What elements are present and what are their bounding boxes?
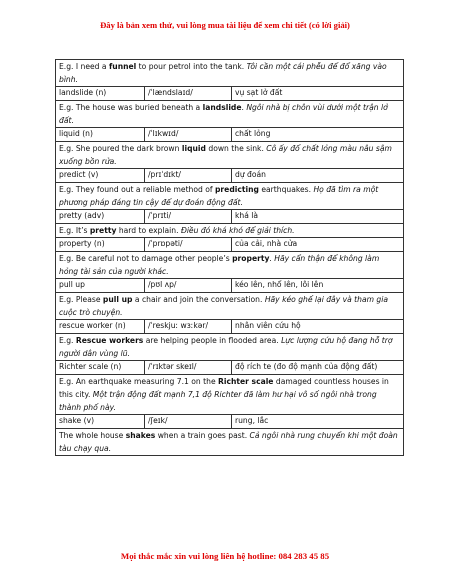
vocabulary-table [55,59,404,456]
pronunciation: /prɪˈdɪkt/ [145,169,232,183]
example-sentence [56,374,404,415]
vietnamese-translation: Tôi cần một cái phễu để đổ xăng vào bình. [59,62,387,85]
example-text: earthquakes. [258,185,314,194]
example-text: E.g. [59,335,76,345]
example-sentence [56,142,404,169]
example-sentence [56,183,404,210]
example-row [56,60,404,87]
pronunciation: /ˈreskjuː wɜːkər/ [145,320,232,334]
word-meaning: dự đoán [232,169,404,183]
word-meaning: khá là [232,210,404,224]
vocab-word: shake (v) [56,415,145,429]
vocab-word: rescue worker (n) [56,320,145,334]
word-row [56,128,404,142]
example-row [56,374,404,415]
example-sentence [56,429,404,456]
example-text: damaged countless houses in this city. [59,376,389,399]
example-row [56,101,404,128]
example-keyword: Richter scale [218,376,274,386]
vietnamese-translation: Điều đó khá khó để giải thích. [180,226,295,235]
pronunciation: /ʃeɪk/ [145,415,232,429]
example-sentence [56,333,404,360]
word-row [56,210,404,224]
example-row [56,183,404,210]
word-row [56,169,404,183]
example-keyword: Rescue workers [75,335,144,345]
example-text: E.g. The house was buried beneath a [59,103,203,112]
example-text: to pour petrol into the tank. [136,62,247,71]
word-row [56,238,404,252]
vocab-word: predict (v) [56,169,145,183]
pronunciation: /ˈlɪkwɪd/ [145,128,232,142]
example-row [56,429,404,456]
example-row [56,224,404,238]
example-row [56,251,404,278]
example-keyword: predicting [214,185,259,194]
hotline-notice: Mọi thắc mắc xin vui lòng liên hệ hotline: 084 283 45 85 [120,551,330,561]
example-text: . [241,103,247,112]
example-keyword: shakes [125,431,156,440]
example-text: are helping people in flooded area. [143,335,282,345]
preview-notice: Đây là bản xem thử, vui lòng mua tài liệu để xem chi tiết (có lời giải) [100,20,350,30]
example-sentence [56,60,404,87]
vietnamese-translation: Một trận động đất mạnh 7,1 độ Richter đã làm hư hại vô số ngôi nhà trong thành phố này. [59,390,377,413]
example-text: E.g. I need a [59,62,109,71]
word-row [56,320,404,334]
vocab-word: property (n) [56,238,145,252]
example-keyword: funnel [108,62,137,71]
vocab-word: pull up [56,279,145,293]
word-meaning: rung, lắc [232,415,404,429]
pronunciation: /ˈlændslaɪd/ [145,87,232,101]
vietnamese-translation: Cô ấy đổ chất lỏng màu nâu sậm xuống bồn rửa. [59,144,392,167]
example-text: The whole house [59,431,126,440]
word-meaning: nhân viên cứu hộ [232,320,404,334]
example-text: hard to explain. [116,226,181,235]
example-text: E.g. Please [59,294,103,304]
example-text: E.g. It’s [59,226,90,235]
vocab-word: landslide (n) [56,87,145,101]
example-text: a chair and join the conversation. [132,294,265,304]
word-meaning: chất lỏng [232,128,404,142]
vietnamese-translation: Ngôi nhà bị chôn vùi dưới một trận lở đất. [59,103,388,126]
example-keyword: pull up [102,294,133,304]
word-row [56,279,404,293]
example-text: E.g. They found out a reliable method of [59,185,215,194]
word-meaning: vụ sạt lở đất [232,87,404,101]
example-sentence [56,292,404,319]
word-row [56,415,404,429]
example-text: down the sink. [205,144,267,153]
vietnamese-translation: Hãy cẩn thận để không làm hỏng tài sản của người khác. [59,253,380,276]
example-text: when a train goes past. [155,431,250,440]
pronunciation: /pʊl ʌp/ [145,279,232,293]
word-meaning: kéo lên, nhổ lên, lôi lên [232,279,404,293]
word-meaning: độ rích te (đo độ mạnh của động đất) [232,361,404,375]
word-row [56,361,404,375]
example-text: E.g. An earthquake measuring 7.1 on the [59,376,219,386]
pronunciation: /ˈprɪti/ [145,210,232,224]
example-row [56,142,404,169]
example-keyword: landslide [202,103,242,112]
example-text: E.g. Be careful not to damage other people’s [59,253,233,263]
example-keyword: liquid [181,144,206,153]
example-keyword: pretty [89,226,117,235]
vietnamese-translation: Cả ngôi nhà rung chuyển khi một đoàn tàu chạy qua. [59,431,398,454]
example-keyword: property [232,253,270,263]
example-row [56,292,404,319]
vietnamese-translation: Lực lượng cứu hộ đang hỗ trợ người dân vùng lũ. [59,335,393,358]
example-row [56,333,404,360]
word-row [56,87,404,101]
vietnamese-translation: Hãy kéo ghế lại đây và tham gia cuộc trò chuyện. [59,294,388,317]
vietnamese-translation: Họ đã tìm ra một phương pháp đáng tin cậy để dự đoán động đất. [59,185,379,208]
example-sentence [56,251,404,278]
vocab-word: Richter scale (n) [56,361,145,375]
pronunciation: /ˈprɒpəti/ [145,238,232,252]
vocab-word: pretty (adv) [56,210,145,224]
word-meaning: của cải, nhà cửa [232,238,404,252]
example-text: . [269,253,275,263]
pronunciation: /ˈrɪktər skeɪl/ [145,361,232,375]
vocab-word: liquid (n) [56,128,145,142]
example-sentence [56,101,404,128]
example-sentence [56,224,404,238]
example-text: E.g. She poured the dark brown [59,144,182,153]
